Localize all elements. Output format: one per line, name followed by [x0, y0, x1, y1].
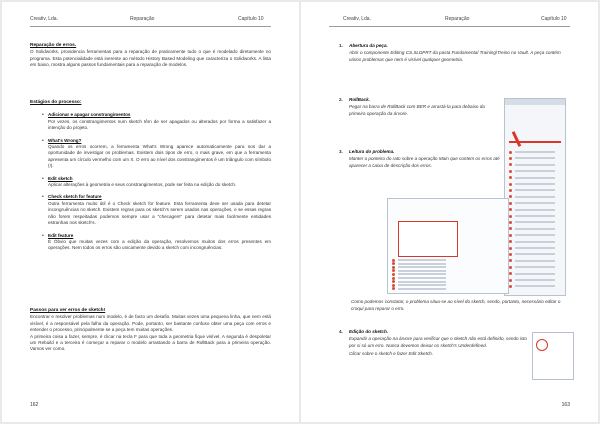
error-marker-icon [509, 240, 512, 243]
tree-row [515, 279, 555, 281]
bullet-text: Quando os erros ocorrem, a ferramenta What's Wrong aparece automaticamente para nos dar a oportunidade de investigar os problemas. Existem dois tipos de erro, o mais grave, em que a ferramenta apresenta um círculo vermelho com um X. O erro ao nível dos constrangimentos é um triângulo com símbolo (!). [48, 144, 271, 169]
step-title: Abertura da peça. [349, 43, 388, 48]
bullet-title: • What's Wrong? [48, 137, 82, 143]
process-steps-section [30, 100, 271, 252]
tree-row [515, 260, 555, 262]
bullet-text: É Óbvio que muitas vezes com a edição da operação, resolvemos muitos dos erros presentes em operações. Nem todos os erros são unicamente devido a sketch com incongruências. [48, 238, 271, 251]
bullet-title: • Edit feature [48, 232, 74, 238]
error-marker-icon [509, 285, 512, 288]
step-edit-sketch [339, 328, 527, 357]
tree-row [515, 151, 555, 153]
tree-toolbar [505, 99, 565, 105]
tree-row [515, 221, 555, 223]
step-number: 1. [339, 43, 343, 48]
bullet-item [48, 233, 271, 252]
header-company: Creativ, Lda. [30, 16, 58, 22]
bullet-text: Outra ferramenta muito útil é o Check sketch for feature. Esta ferramenta deve ser usada para detetar incongruências no sketch. Existem regras para os sketch's serem usados nas operações, e se essas regras não forem respeitadas podemos sempre usar a "checagem" para detetar mais facilmente entidades estranhas nos sketch's. [48, 200, 271, 226]
page-number: 163 [561, 402, 570, 408]
error-marker-icon [509, 266, 512, 269]
step-title: Leitura do problema. [349, 149, 395, 154]
tree-row [515, 177, 555, 179]
error-marker-icon [392, 287, 395, 290]
bullet-item [48, 194, 271, 226]
error-marker-icon [392, 259, 395, 262]
error-marker-icon [392, 269, 395, 272]
error-marker-icon [509, 221, 512, 224]
tree-row [515, 196, 555, 198]
error-marker-icon [392, 262, 395, 265]
step-open-part [339, 42, 571, 64]
tree-row [515, 234, 555, 236]
tree-row [398, 263, 446, 265]
header-divider [329, 26, 570, 27]
header-chapter: Capítulo 10 [541, 16, 567, 22]
error-tooltip-screenshot [387, 198, 509, 294]
tree-row [515, 253, 555, 255]
tree-row [398, 277, 446, 279]
tree-row [515, 189, 555, 191]
error-description-box [398, 221, 458, 257]
step-text-2: Clicar sobre o sketch e fazer Edit Sketch. [349, 350, 433, 356]
edit-sketch-screenshot [532, 332, 574, 380]
tree-row [515, 164, 555, 166]
feature-tree-screenshot [504, 98, 566, 296]
error-marker-icon [392, 277, 395, 280]
tree-row [398, 284, 446, 286]
step-number: 3. [339, 149, 343, 154]
bullet-item [48, 176, 271, 189]
tree-row [515, 202, 555, 204]
tree-row [515, 228, 555, 230]
tree-row [515, 241, 555, 243]
error-marker-icon [509, 176, 512, 179]
step-text: Pegar na barra de RollBack com BER e arrastá-la para debaixo da primeira operação da árvore. [349, 104, 485, 117]
bullet-item [48, 112, 271, 131]
step-text: Manter o ponteiro do rato sobre a operação Main que contem os erros até aparecer a caixa de descrição dos erros. [349, 156, 500, 169]
error-marker-icon [509, 208, 512, 211]
error-marker-icon [509, 259, 512, 262]
error-marker-icon [509, 151, 512, 154]
error-marker-icon [392, 273, 395, 276]
step-text: Expandir a operação na árvore para verificar que o sketch não está definido, sendo isto por si só um erro. Nunca devemos deixar os sketch's Underdefined. [349, 336, 527, 349]
step-number: 2. [339, 97, 343, 102]
repair-section [30, 43, 271, 69]
error-marker-icon [509, 195, 512, 198]
error-marker-icon [392, 284, 395, 287]
caption-text: Como podemos constatar, o problema situa-se ao nível do sketch, sendo, portanto, necessário editar o croqui para reparar o erro. [351, 299, 561, 312]
header-chapter: Capítulo 10 [238, 16, 264, 22]
error-marker-icon [392, 266, 395, 269]
tree-row [515, 183, 555, 185]
header-divider [30, 26, 271, 27]
bullet-title: • Adicionar e apagar constrangimentos [48, 112, 131, 118]
error-marker-icon [509, 247, 512, 250]
step-title: RollBack. [349, 97, 370, 102]
bullet-title: • Edit sketch [48, 175, 73, 181]
repair-text: O Solidworks, providencia ferramentas para a reparação de praticamente tudo o que é modelado diretamente no programa. Esta potencialidade está inerente ao método History Based Modeling que caracteriza o Solidworks. A lista em baixo, mostra alguns passos fundamentais para a reparação de modelos. [30, 49, 271, 68]
tree-row [398, 266, 446, 268]
error-marker-icon [509, 183, 512, 186]
tree-row [398, 288, 446, 290]
repair-heading: Reparação de erros. [30, 43, 77, 48]
steps-heading: Estágios do processo: [30, 100, 82, 105]
caption [351, 298, 573, 312]
tree-row [515, 285, 555, 287]
bullet-text: Por vezes, os constrangimentos num sketch têm de ser apagados ou alterados por forma a satisfazer a intenção do projeto. [48, 118, 271, 131]
tree-row [515, 157, 555, 159]
error-marker-icon [392, 280, 395, 283]
bullet-item [48, 138, 271, 170]
error-marker-icon [509, 253, 512, 256]
step-number: 4. [339, 329, 343, 334]
bullet-text: Aplicar alterações à geometria e seus constrangimentos, pode ser feita na edição do sketch. [48, 182, 237, 188]
left-page [2, 2, 299, 422]
tree-row [398, 270, 446, 272]
highlight-circle-icon [536, 339, 548, 351]
error-marker-icon [509, 157, 512, 160]
error-marker-icon [509, 279, 512, 282]
step-text: Abrir o componente Editing CS.SLDPRT da pasta Fundamental Training\Treino no Vault. A peça contém vários problemas que nem é visível qualquer geometria. [349, 50, 561, 63]
fix-paragraph-2: A primeira coisa a fazer, sempre, é clicar na tecla F para que toda a geometria fique visível. A segunda é despoletar um Rebuild e a terceira é começar a reparar o modelo arrastando a barra de RollBack para a primeira operação. Vamos ver como. [30, 333, 271, 352]
fix-section [30, 308, 271, 353]
bullet-title: • Check sketch for feature [48, 194, 102, 200]
header-title: Reparação [445, 16, 470, 22]
step-read-problem [339, 148, 513, 170]
tree-row [515, 170, 555, 172]
tree-row [398, 259, 446, 261]
error-marker-icon [509, 202, 512, 205]
error-marker-icon [509, 227, 512, 230]
arrow-icon [512, 131, 521, 147]
tree-row [398, 273, 446, 275]
error-marker-icon [509, 215, 512, 218]
page-number: 162 [30, 402, 39, 408]
tree-row [515, 247, 555, 249]
tree-row [515, 266, 555, 268]
error-marker-icon [509, 189, 512, 192]
step-title: Edição do sketch. [349, 329, 389, 334]
fix-heading: Passos para ver erros de sketch! [30, 308, 106, 313]
tree-row [398, 281, 446, 283]
tree-row [515, 273, 555, 275]
error-marker-icon [509, 272, 512, 275]
header-title: Reparação [130, 16, 155, 22]
tree-row [515, 215, 555, 217]
error-marker-icon [509, 163, 512, 166]
fix-paragraph-1: Encontrar e resolver problemas num modelo, é de facto um desafio. Muitas vezes uma pequena linha, que nem está visível, é a responsável pela falha da operação. Pode, portanto, ser bastante confuso obter uma peça com erros e entender o processo, principalmente se a peça tem muitas operações. [30, 314, 271, 333]
error-marker-icon [509, 170, 512, 173]
right-page [301, 2, 598, 422]
tree-row [515, 209, 555, 211]
step-rollback [339, 96, 497, 118]
header-company: Creativ, Lda. [343, 16, 371, 22]
error-marker-icon [509, 234, 512, 237]
